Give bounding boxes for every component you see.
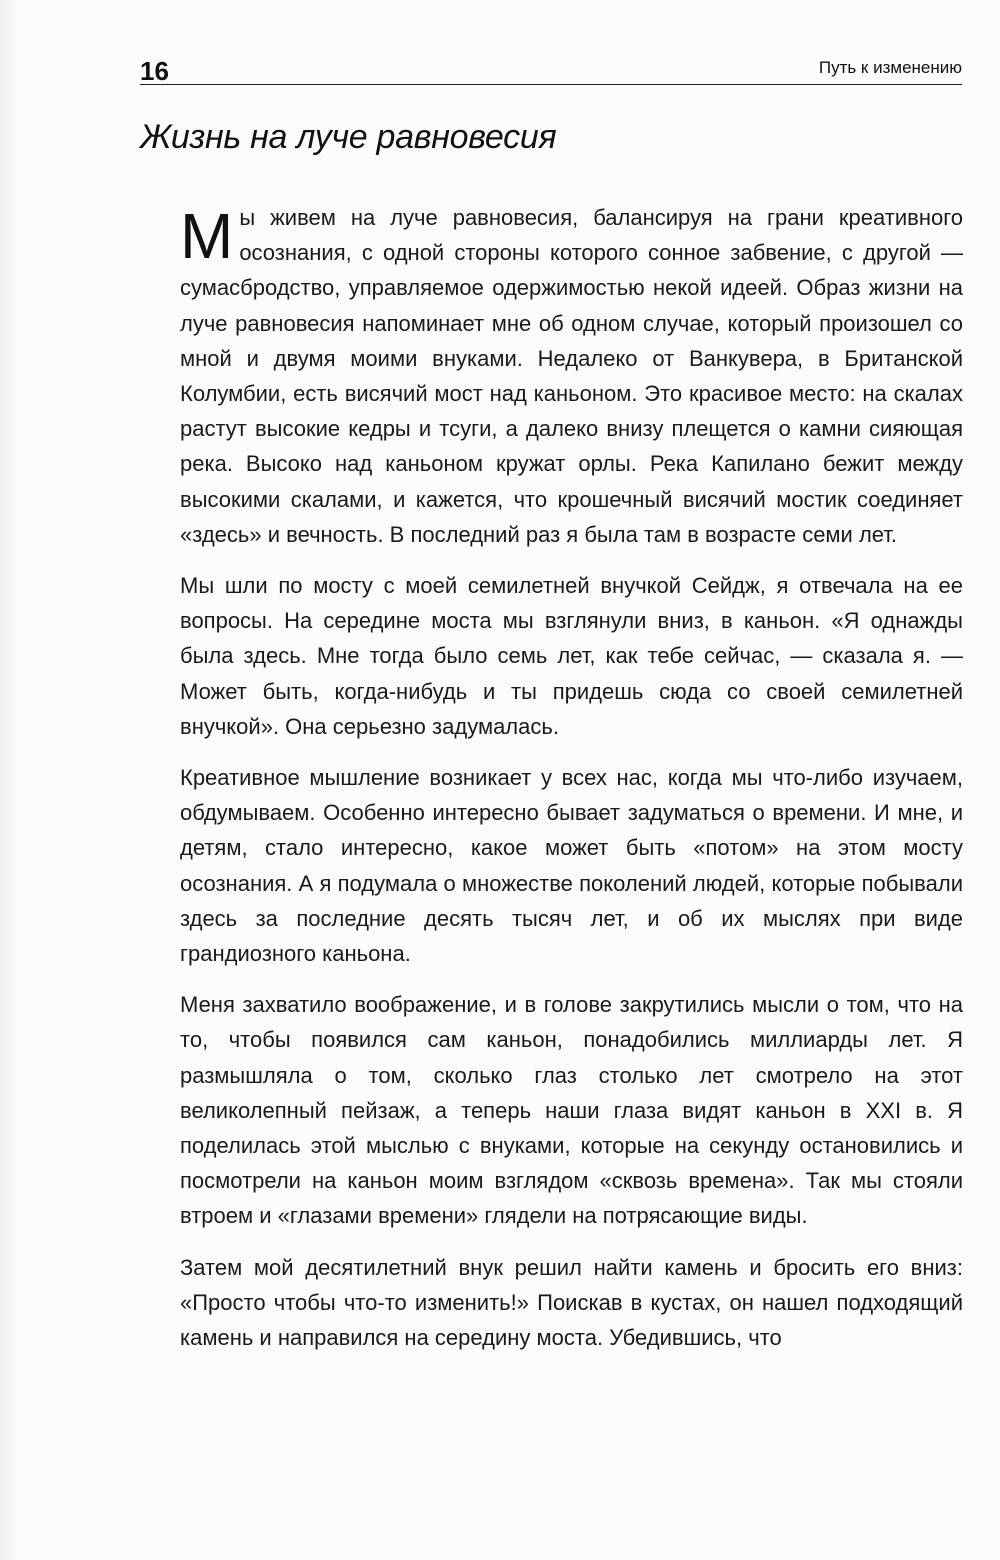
drop-cap: М <box>180 200 234 272</box>
paragraph-3: Креативное мышление возникает у всех нас, когда мы что-либо изучаем, обдумываем. Особенно интересно бывает задуматься о времени. И мне, и детям, стало интересно, какое может быть «потом» на этом мосту осознания. А я подумала о множестве поколений людей, которые побывали здесь за последние десять тысяч лет, и об их мыслях при виде грандиозного каньона. <box>180 765 963 967</box>
paragraph-4: Меня захватило воображение, и в голове закрутились мысли о том, что на то, чтобы появился сам каньон, понадобились миллиарды лет. Я размышляла о том, сколько глаз столько лет смотрело на этот великолепный пейзаж, а теперь наши глаза видят каньон в XXI в. Я поделилась этой мыслью с внуками, которые на секунду остановились и посмотрели на каньон моим взглядом «сквозь времена». Так мы стояли втроем и «глазами времени» глядели на потрясающие виды. <box>180 992 963 1229</box>
body-text <box>180 200 963 1371</box>
paragraph-2: Мы шли по мосту с моей семилетней внучкой Сейдж, я отвечала на ее вопросы. На середине моста мы взглянули вниз, в каньон. «Я однажды была здесь. Мне тогда было семь лет, как тебе сейчас, — сказала я. — Может быть, когда-нибудь и ты придешь сюда со своей семилетней внучкой». Она серьезно задумалась. <box>180 573 963 739</box>
page-header <box>140 52 962 88</box>
header-rule <box>140 84 962 85</box>
running-title: Путь к изменению <box>818 58 962 77</box>
chapter-title: Жизнь на луче равновесия <box>140 118 557 156</box>
page-edge-shadow <box>0 0 18 1560</box>
paragraph-1-text: ы живем на луче равновесия, балансируя на грани креативного осознания, с одной стороны которого сонное забвение, с другой — сумасбродство, управляемое одержимостью некой идеей. Образ жизни на луче равновесия напоминает мне об одном случае, который произошел со мной и двумя моими внуками. Недалеко от Ванкувера, в Британской Колумбии, есть висячий мост над каньоном. Это красивое место: на скалах растут высокие кедры и тсуги, а далеко внизу плещется о камни сияющая река. Высоко над каньоном кружат орлы. Река Капилано бежит между высокими скалами, и кажется, что крошечный висячий мостик соединяет «здесь» и вечность. В последний раз я была там в возрасте семи лет. <box>180 205 963 547</box>
paragraph-1 <box>180 200 963 552</box>
paragraph-5: Затем мой десятилетний внук решил найти камень и бросить его вниз: «Просто чтобы что-то изменить!» Поискав в кустах, он нашел подходящий камень и направился на середину моста. Убедившись, что <box>180 1254 963 1351</box>
page-number: 16 <box>140 56 169 86</box>
